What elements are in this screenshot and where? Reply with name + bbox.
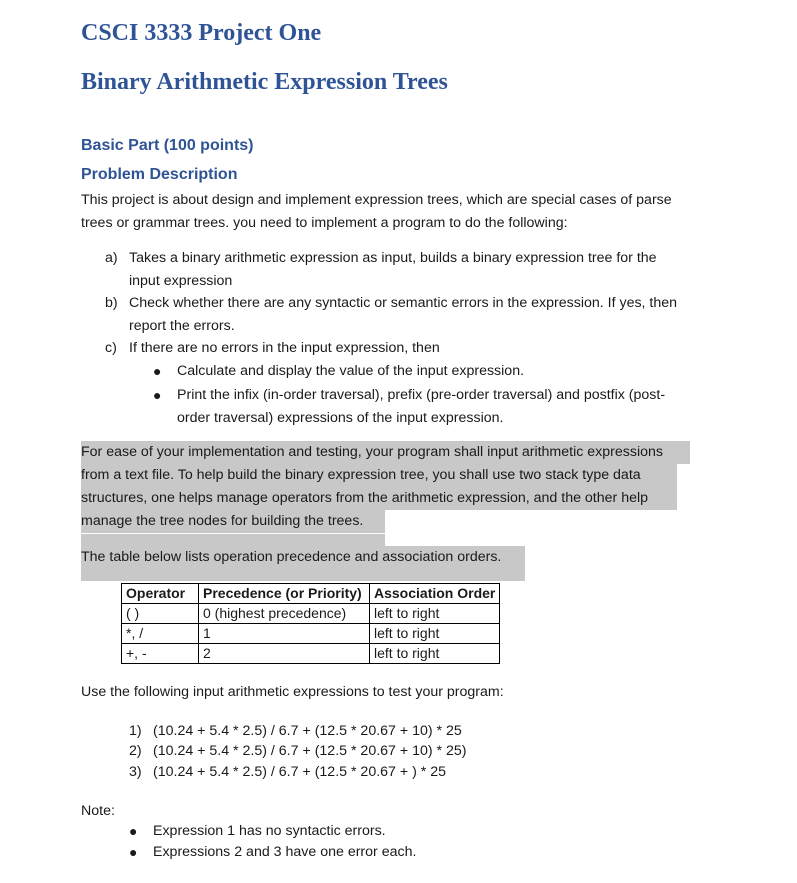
table-row [122, 604, 500, 624]
test-expression: (10.24 + 5.4 * 2.5) / 6.7 + (12.5 * 20.67 + 10) * 25 [153, 723, 462, 739]
table-cell: 0 (highest precedence) [199, 604, 370, 624]
table-header: Association Order [370, 584, 500, 604]
table-cell: left to right [370, 624, 500, 644]
list-marker: c) [105, 340, 117, 356]
list-marker: 3) [129, 764, 142, 780]
page-title: CSCI 3333 Project One [81, 20, 322, 46]
intro-line: trees or grammar trees. you need to implement a program to do the following: [81, 215, 568, 231]
table-row [122, 644, 500, 664]
bullet-icon: ● [153, 387, 162, 403]
table-cell: 1 [199, 624, 370, 644]
table-cell: left to right [370, 604, 500, 624]
list-item: order traversal) expressions of the input expression. [177, 410, 504, 426]
table-cell: ( ) [122, 604, 199, 624]
highlight-line: from a text file. To help build the binary expression tree, you shall use two stack type data [81, 464, 677, 487]
note-label: Note: [81, 803, 115, 819]
test-expression: (10.24 + 5.4 * 2.5) / 6.7 + (12.5 * 20.67 + 10) * 25) [153, 743, 467, 759]
page-subtitle: Binary Arithmetic Expression Trees [81, 69, 448, 95]
bullet-icon: ● [129, 823, 138, 839]
table-header-row [122, 584, 500, 604]
list-marker: b) [105, 295, 118, 311]
problem-heading: Problem Description [81, 166, 238, 183]
list-item: input expression [129, 273, 233, 289]
highlight-band [81, 510, 385, 534]
table-cell: 2 [199, 644, 370, 664]
bullet-icon: ● [129, 844, 138, 860]
table-row [122, 624, 500, 644]
table-intro: The table below lists operation precedence and association orders. [81, 546, 525, 581]
list-item: Calculate and display the value of the input expression. [177, 363, 525, 379]
highlight-line: structures, one helps manage operators from the arithmetic expression, and the other help [81, 487, 677, 510]
precedence-table [121, 583, 500, 664]
list-item: Print the infix (in-order traversal), prefix (pre-order traversal) and postfix (post- [177, 387, 666, 403]
highlight-line: For ease of your implementation and testing, your program shall input arithmetic expressions [81, 441, 690, 464]
table-cell: +, - [122, 644, 199, 664]
test-expression: (10.24 + 5.4 * 2.5) / 6.7 + (12.5 * 20.67 + ) * 25 [153, 764, 447, 780]
note-item: Expression 1 has no syntactic errors. [153, 823, 386, 839]
table-cell: left to right [370, 644, 500, 664]
list-item: Takes a binary arithmetic expression as input, builds a binary expression tree for the [129, 250, 657, 266]
list-item: Check whether there are any syntactic or semantic errors in the expression. If yes, then [129, 295, 678, 311]
test-intro: Use the following input arithmetic expressions to test your program: [81, 684, 504, 700]
list-item: If there are no errors in the input expression, then [129, 340, 440, 356]
list-marker: 1) [129, 723, 142, 739]
highlight-band [81, 464, 677, 488]
note-item: Expressions 2 and 3 have one error each. [153, 844, 417, 860]
highlight-band [81, 546, 525, 581]
table-header: Operator [122, 584, 199, 604]
table-header: Precedence (or Priority) [199, 584, 370, 604]
highlight-line: manage the tree nodes for building the trees. [81, 510, 385, 533]
list-marker: 2) [129, 743, 142, 759]
highlight-band [81, 441, 690, 465]
list-marker: a) [105, 250, 118, 266]
intro-line: This project is about design and implement expression trees, which are special cases of parse [81, 192, 672, 208]
highlight-band [81, 487, 677, 511]
bullet-icon: ● [153, 363, 162, 379]
highlight-gap [81, 534, 385, 546]
basic-part-heading: Basic Part (100 points) [81, 137, 254, 154]
table-cell: *, / [122, 624, 199, 644]
list-item: report the errors. [129, 318, 235, 334]
